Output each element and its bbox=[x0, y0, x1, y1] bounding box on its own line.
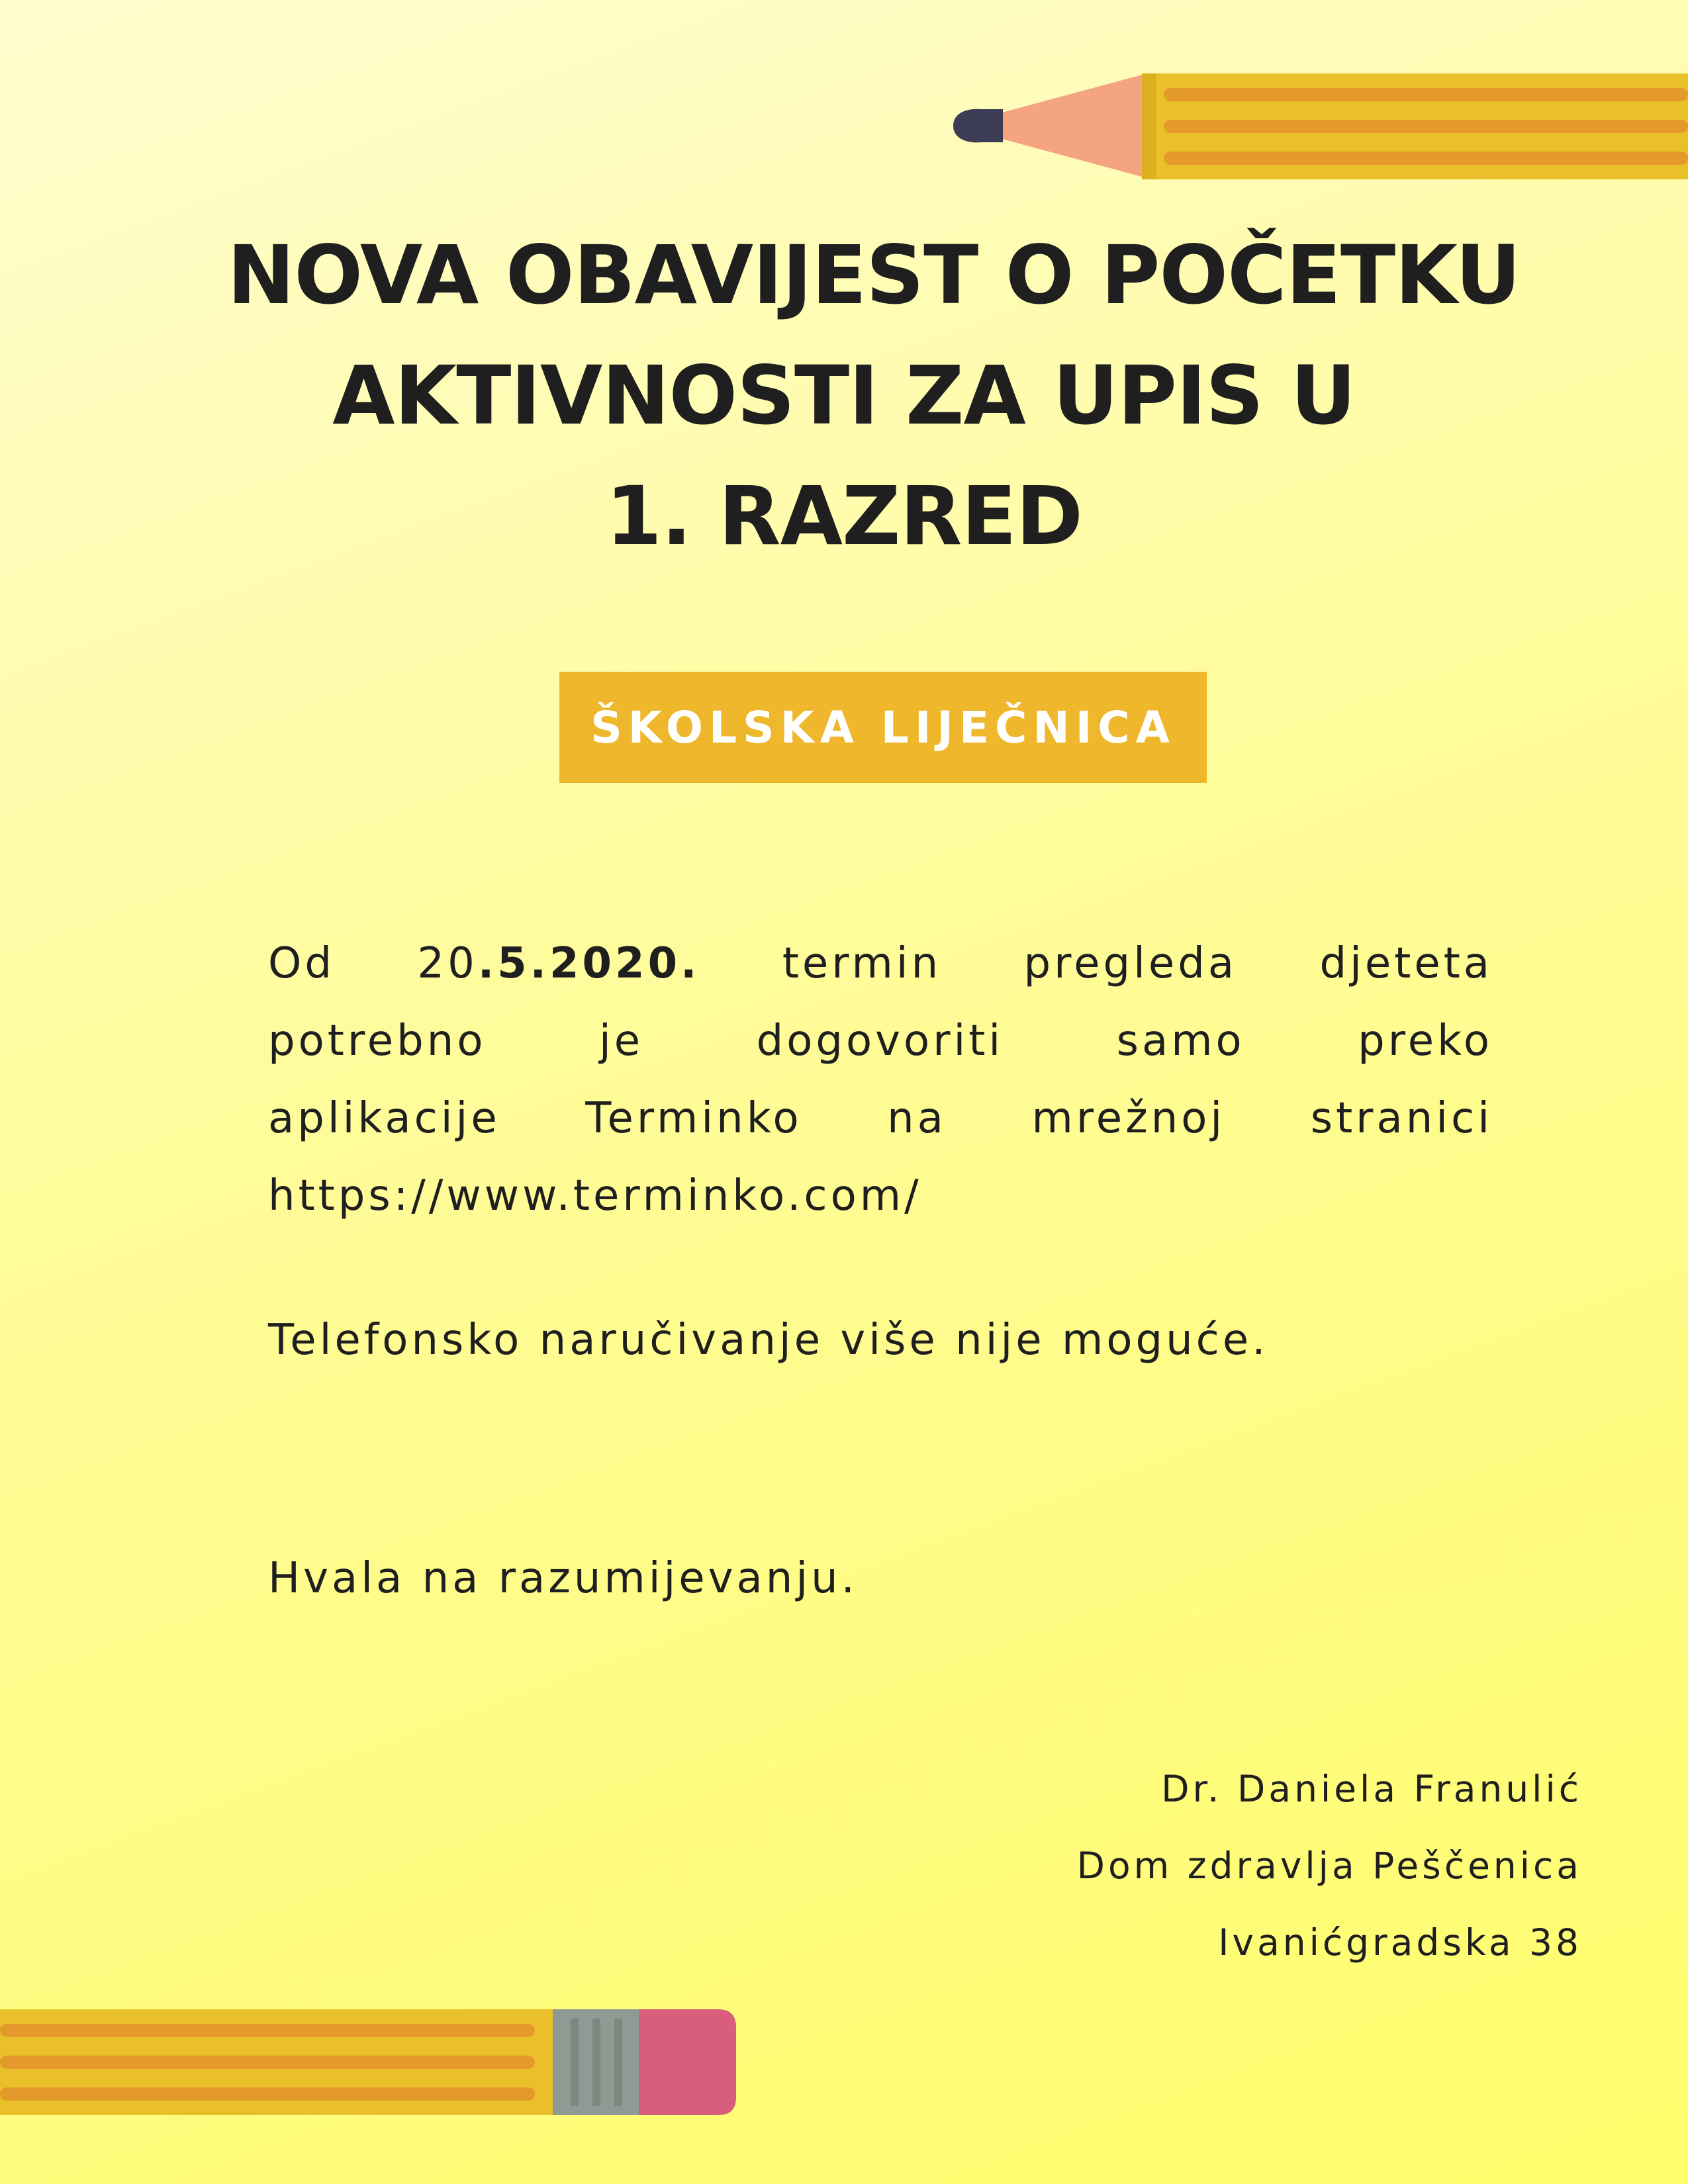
title-line-3: 1. RAZRED bbox=[605, 469, 1083, 563]
signature-block bbox=[1077, 1751, 1582, 1981]
section-badge bbox=[559, 672, 1207, 783]
notice-line-1-rest: termin pregleda djeteta bbox=[782, 939, 1493, 988]
page-title bbox=[0, 215, 1688, 576]
notice-date-bold: .5.2020. bbox=[477, 939, 700, 988]
badge-label: ŠKOLSKA LIJEČNICA bbox=[590, 702, 1176, 753]
notice-paragraph bbox=[268, 925, 1493, 1235]
title-line-2: AKTIVNOSTI ZA UPIS U bbox=[332, 349, 1356, 443]
title-line-1: NOVA OBAVIJEST O POČETKU bbox=[227, 228, 1521, 322]
signature-institution: Dom zdravlja Peščenica bbox=[1076, 1844, 1582, 1887]
signature-name: Dr. Daniela Franulić bbox=[1161, 1768, 1582, 1810]
pencil-bottom-icon bbox=[0, 2005, 741, 2118]
notice-line-3: aplikacije Terminko na mrežnoj stranici bbox=[268, 1094, 1493, 1143]
notice-line-2: potrebno je dogovoriti samo preko bbox=[268, 1017, 1493, 1066]
terminko-link[interactable]: https://www.terminko.com/ bbox=[268, 1171, 922, 1220]
signature-address: Ivanićgradska 38 bbox=[1218, 1921, 1582, 1964]
pencil-top-icon bbox=[953, 69, 1688, 182]
phone-note: Telefonsko naručivanje više nije moguće. bbox=[268, 1316, 1269, 1365]
notice-date-prefix: Od 20 bbox=[268, 939, 478, 988]
notice-line-1 bbox=[268, 925, 1493, 1003]
thanks-note: Hvala na razumijevanju. bbox=[268, 1554, 858, 1603]
